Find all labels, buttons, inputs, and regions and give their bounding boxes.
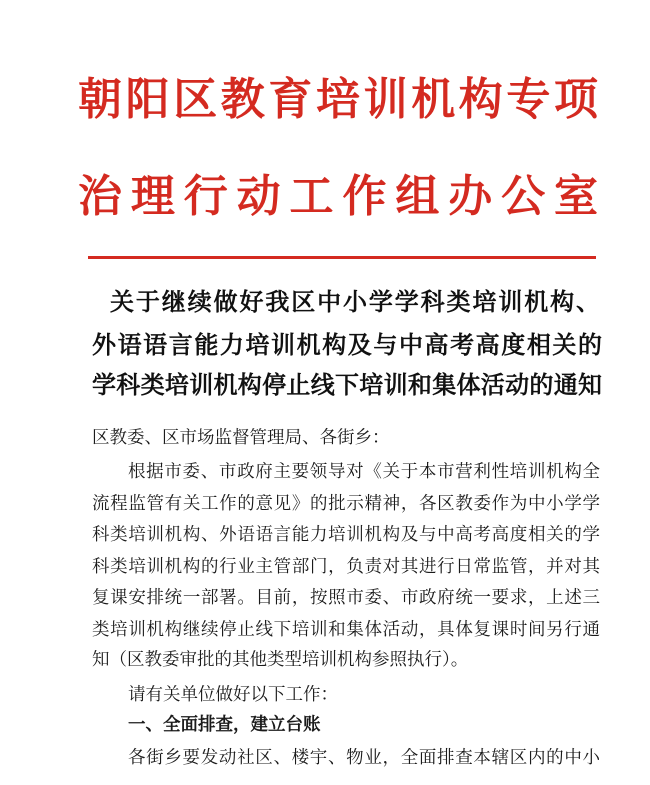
paragraph2-line: 请有关单位做好以下工作： (128, 685, 338, 705)
paragraph1-line-4: 科类培训机构的行业主管部门，负责对其进行日常监管，并对其 (92, 556, 600, 577)
red-divider-rule (88, 256, 596, 259)
paragraph1-line-1: 根据市委、市政府主要领导对《关于本市营利性培训机构全 (128, 462, 600, 482)
paragraph1-line-2: 流程监管有关工作的意见》的批示精神，各区教委作为中小学学 (92, 493, 600, 514)
letterhead-line-1: 朝阳区教育培训机构专项 (78, 74, 598, 125)
notice-title-line-2: 外语语言能力培训机构及与中高考高度相关的 (92, 330, 602, 359)
paragraph1-line-5: 复课安排统一部署。目前，按照市委、市政府统一要求，上述三 (92, 588, 600, 608)
paragraph1-line-6: 类培训机构继续停止线下培训和集体活动，具体复课时间另行通 (92, 619, 600, 640)
section1-heading: 一、全面排查，建立台账 (128, 715, 321, 735)
notice-title-line-1: 关于继续做好我区中小学学科类培训机构、 (110, 287, 600, 316)
notice-title-line-3: 学科类培训机构停止线下培训和集体活动的通知 (92, 370, 602, 399)
letterhead-line-2: 治理行动工作组办公室 (78, 171, 598, 222)
paragraph1-line-3: 科类培训机构、外语语言能力培训机构及与中高考高度相关的学 (92, 525, 600, 545)
addressee-line: 区教委、区市场监督管理局、各街乡： (92, 428, 390, 448)
paragraph1-line-7: 知（区教委审批的其他类型培训机构参照执行）。 (92, 650, 469, 670)
paragraph3-line-1: 各街乡要发动社区、楼宇、物业，全面排查本辖区内的中小 (128, 748, 600, 768)
